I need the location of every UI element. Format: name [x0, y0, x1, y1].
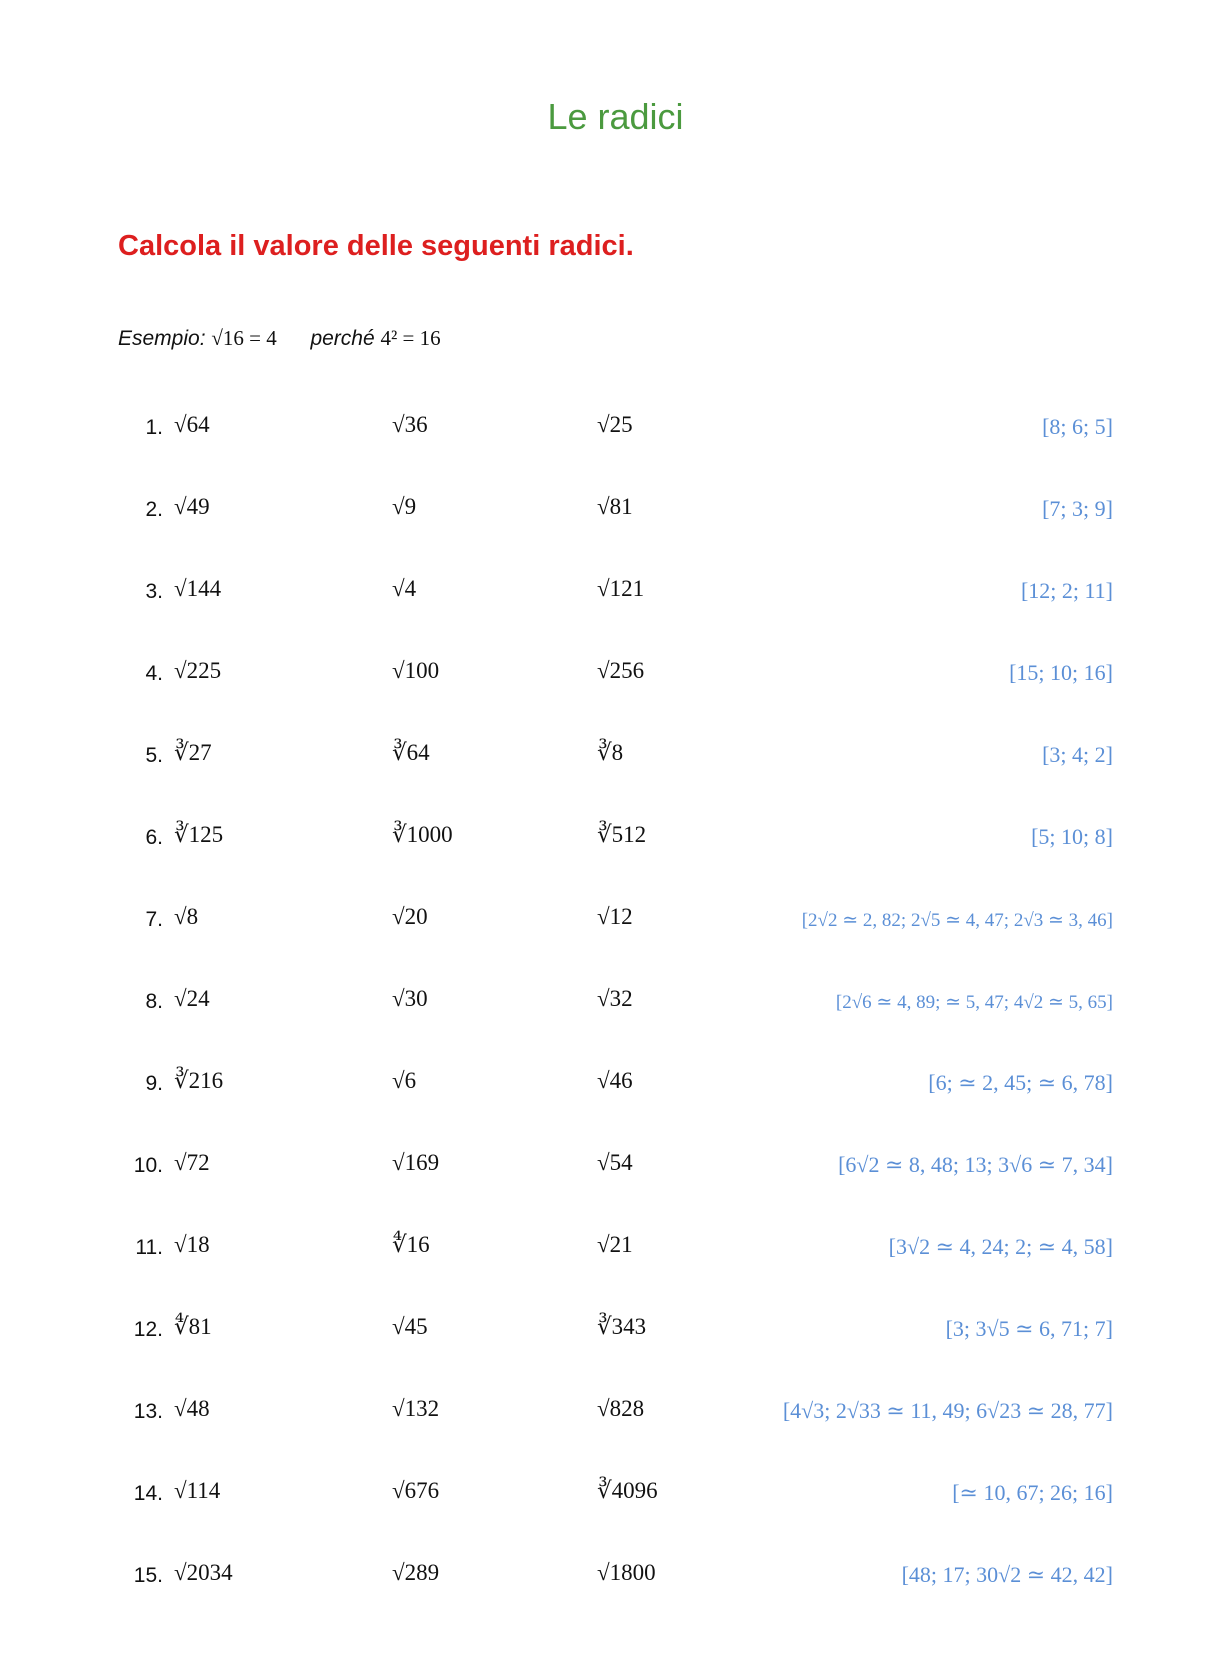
root-expression: ∛512 — [597, 822, 647, 847]
root-expression: √256 — [597, 658, 645, 683]
root-expression: √81 — [597, 494, 633, 519]
root-expression: √6 — [392, 1068, 417, 1093]
answer-key: [3; 3√5 ≃ 6, 71; 7] — [945, 1316, 1113, 1341]
root-expression: √9 — [392, 494, 417, 519]
root-expression: √18 — [174, 1232, 210, 1257]
exercise-number: 8. — [145, 990, 163, 1013]
root-expression: √828 — [597, 1396, 645, 1421]
exercise-row — [0, 1138, 1231, 1220]
exercise-row — [0, 1384, 1231, 1466]
exercise-number: 13. — [133, 1400, 163, 1423]
root-expression: √8 — [174, 904, 199, 929]
root-expression: √36 — [392, 412, 428, 437]
root-expression: √114 — [174, 1478, 221, 1503]
exercise-number: 6. — [145, 826, 163, 849]
page-title: Le radici — [547, 96, 684, 137]
root-expression: ∜81 — [174, 1314, 212, 1339]
root-expression: √4 — [392, 576, 417, 601]
exercise-number: 7. — [145, 908, 163, 931]
exercise-number: 15. — [133, 1564, 163, 1587]
exercise-row — [0, 1302, 1231, 1384]
root-expression: √24 — [174, 986, 210, 1011]
answer-key: [5; 10; 8] — [1031, 824, 1113, 849]
exercise-row — [0, 1466, 1231, 1548]
answer-key: [8; 6; 5] — [1042, 414, 1113, 439]
exercise-instruction: Calcola il valore delle seguenti radici. — [118, 230, 634, 262]
root-expression: √1800 — [597, 1560, 656, 1585]
exercise-number: 9. — [145, 1072, 163, 1095]
exercise-row — [0, 728, 1231, 810]
root-expression: ∜16 — [392, 1232, 430, 1257]
answer-key: [48; 17; 30√2 ≃ 42, 42] — [901, 1562, 1113, 1587]
exercise-row — [0, 564, 1231, 646]
answer-key: [3; 4; 2] — [1042, 742, 1113, 767]
exercise-row — [0, 400, 1231, 482]
answer-key: [12; 2; 11] — [1020, 578, 1113, 603]
root-expression: √46 — [597, 1068, 633, 1093]
root-expression: √64 — [174, 412, 210, 437]
root-expression: √21 — [597, 1232, 633, 1257]
answer-key: [4√3; 2√33 ≃ 11, 49; 6√23 ≃ 28, 77] — [782, 1398, 1113, 1423]
root-expression: √289 — [392, 1560, 440, 1585]
exercise-number: 10. — [133, 1154, 163, 1177]
exercise-number: 5. — [145, 744, 163, 767]
root-expression: ∛125 — [174, 822, 224, 847]
root-expression: √72 — [174, 1150, 210, 1175]
root-expression: √169 — [392, 1150, 440, 1175]
answer-key: [15; 10; 16] — [1009, 660, 1113, 685]
root-expression: √2034 — [174, 1560, 233, 1585]
root-expression: √132 — [392, 1396, 440, 1421]
exercise-number: 3. — [145, 580, 163, 603]
root-expression: √30 — [392, 986, 428, 1011]
root-expression: √100 — [392, 658, 440, 683]
exercise-number: 14. — [133, 1482, 163, 1505]
exercise-list — [0, 400, 1231, 1630]
root-expression: ∛343 — [597, 1314, 647, 1339]
root-expression: √49 — [174, 494, 210, 519]
example-line — [118, 326, 441, 351]
root-expression: √225 — [174, 658, 222, 683]
answer-key: [6; ≃ 2, 45; ≃ 6, 78] — [928, 1070, 1113, 1095]
root-expression: √676 — [392, 1478, 440, 1503]
example-label: Esempio: — [118, 327, 206, 350]
root-expression: √45 — [392, 1314, 428, 1339]
exercise-number: 1. — [145, 416, 163, 439]
exercise-row — [0, 646, 1231, 728]
exercise-row — [0, 482, 1231, 564]
root-expression: √121 — [597, 576, 645, 601]
exercise-row — [0, 1056, 1231, 1138]
root-expression: ∛1000 — [392, 822, 453, 847]
answer-key: [6√2 ≃ 8, 48; 13; 3√6 ≃ 7, 34] — [838, 1152, 1113, 1177]
answer-key: [2√6 ≃ 4, 89; ≃ 5, 47; 4√2 ≃ 5, 65] — [835, 992, 1113, 1013]
root-expression: √25 — [597, 412, 633, 437]
root-expression: √20 — [392, 904, 428, 929]
exercise-row — [0, 892, 1231, 974]
answer-key: [≃ 10, 67; 26; 16] — [952, 1480, 1113, 1505]
root-expression: √144 — [174, 576, 222, 601]
root-expression: ∛27 — [174, 740, 212, 765]
exercise-number: 2. — [145, 498, 163, 521]
example-expression: √16 = 4 — [211, 326, 277, 350]
answer-key: [3√2 ≃ 4, 24; 2; ≃ 4, 58] — [888, 1234, 1113, 1259]
answer-key: [2√2 ≃ 2, 82; 2√5 ≃ 4, 47; 2√3 ≃ 3, 46] — [801, 910, 1113, 931]
answer-key: [7; 3; 9] — [1042, 496, 1113, 521]
root-expression: √54 — [597, 1150, 633, 1175]
exercise-number: 11. — [135, 1236, 163, 1259]
exercise-number: 12. — [133, 1318, 163, 1341]
exercise-row — [0, 1548, 1231, 1630]
root-expression: √48 — [174, 1396, 210, 1421]
root-expression: ∛64 — [392, 740, 430, 765]
exercise-number: 4. — [145, 662, 163, 685]
root-expression: √12 — [597, 904, 633, 929]
root-expression: ∛4096 — [597, 1478, 658, 1503]
example-reason: 4² = 16 — [380, 326, 441, 350]
example-because: perché — [310, 327, 375, 350]
exercise-row — [0, 1220, 1231, 1302]
root-expression: ∛8 — [597, 740, 624, 765]
root-expression: √32 — [597, 986, 633, 1011]
root-expression: ∛216 — [174, 1068, 224, 1093]
exercise-row — [0, 974, 1231, 1056]
exercise-row — [0, 810, 1231, 892]
